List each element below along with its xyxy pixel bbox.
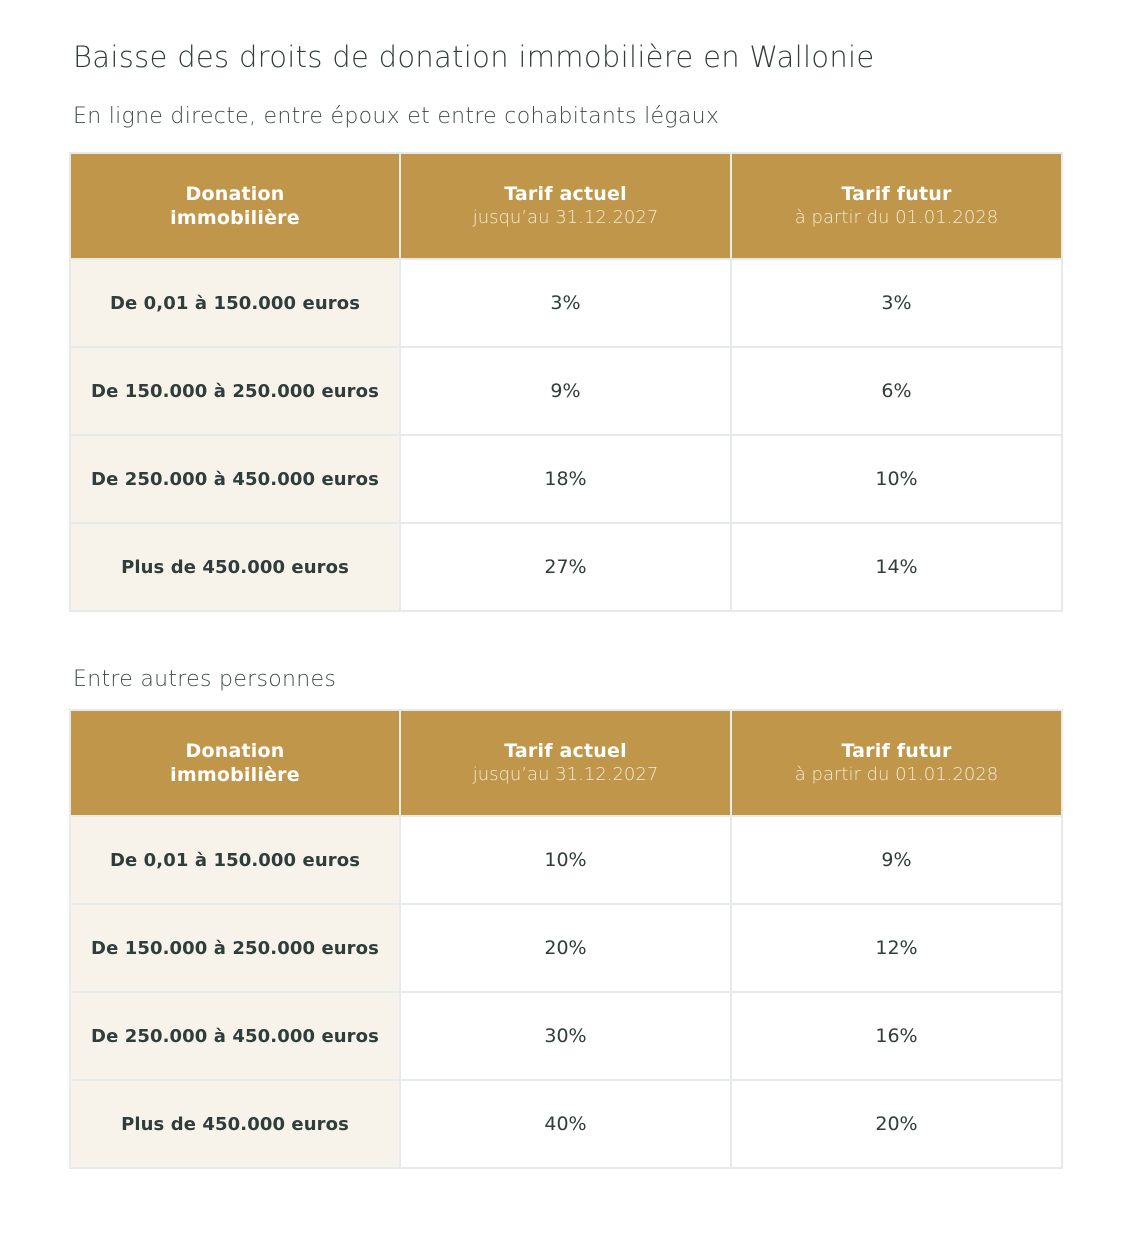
header-future-rate-label: Tarif futur: [841, 183, 952, 205]
table-row: [70, 904, 1062, 992]
header-current-rate-date: jusqu’au 31.12.2027: [472, 207, 659, 228]
current-rate-cell: 40%: [400, 1080, 731, 1168]
future-rate-cell: 16%: [731, 992, 1062, 1080]
header-current-rate: [400, 153, 731, 259]
header-donation: [70, 153, 400, 259]
header-future-rate: [731, 153, 1062, 259]
header-future-rate: [731, 710, 1062, 816]
table-header-row: [70, 710, 1062, 816]
header-donation-label: Donation immobilière: [170, 183, 300, 229]
range-cell: De 0,01 à 150.000 euros: [70, 259, 400, 347]
current-rate-cell: 30%: [400, 992, 731, 1080]
future-rate-cell: 14%: [731, 523, 1062, 611]
header-future-rate-label: Tarif futur: [841, 740, 952, 762]
current-rate-cell: 10%: [400, 816, 731, 904]
range-cell: Plus de 450.000 euros: [70, 523, 400, 611]
table-row: [70, 523, 1062, 611]
header-current-rate: [400, 710, 731, 816]
future-rate-cell: 10%: [731, 435, 1062, 523]
current-rate-cell: 20%: [400, 904, 731, 992]
current-rate-cell: 18%: [400, 435, 731, 523]
header-current-rate-label: Tarif actuel: [504, 183, 627, 205]
current-rate-cell: 27%: [400, 523, 731, 611]
future-rate-cell: 12%: [731, 904, 1062, 992]
range-cell: Plus de 450.000 euros: [70, 1080, 400, 1168]
range-cell: De 150.000 à 250.000 euros: [70, 904, 400, 992]
range-cell: De 250.000 à 450.000 euros: [70, 435, 400, 523]
table-row: [70, 992, 1062, 1080]
section-title-other-persons: Entre autres personnes: [73, 667, 337, 692]
table-row: [70, 816, 1062, 904]
section-title-direct-line: En ligne directe, entre époux et entre cohabitants légaux: [73, 104, 720, 129]
table-row: [70, 259, 1062, 347]
rate-table-other-persons: [69, 709, 1063, 1169]
future-rate-cell: 6%: [731, 347, 1062, 435]
future-rate-cell: 9%: [731, 816, 1062, 904]
header-current-rate-label: Tarif actuel: [504, 740, 627, 762]
future-rate-cell: 3%: [731, 259, 1062, 347]
header-donation: [70, 710, 400, 816]
future-rate-cell: 20%: [731, 1080, 1062, 1168]
rate-table-direct-line: [69, 152, 1063, 612]
header-future-rate-date: à partir du 01.01.2028: [794, 207, 999, 228]
header-current-rate-date: jusqu’au 31.12.2027: [472, 764, 659, 785]
range-cell: De 250.000 à 450.000 euros: [70, 992, 400, 1080]
current-rate-cell: 9%: [400, 347, 731, 435]
table-header-row: [70, 153, 1062, 259]
header-future-rate-date: à partir du 01.01.2028: [794, 764, 999, 785]
range-cell: De 150.000 à 250.000 euros: [70, 347, 400, 435]
range-cell: De 0,01 à 150.000 euros: [70, 816, 400, 904]
table-row: [70, 1080, 1062, 1168]
table-row: [70, 347, 1062, 435]
table-row: [70, 435, 1062, 523]
current-rate-cell: 3%: [400, 259, 731, 347]
page-title: Baisse des droits de donation immobilière en Wallonie: [73, 40, 875, 74]
header-donation-label: Donation immobilière: [170, 740, 300, 786]
